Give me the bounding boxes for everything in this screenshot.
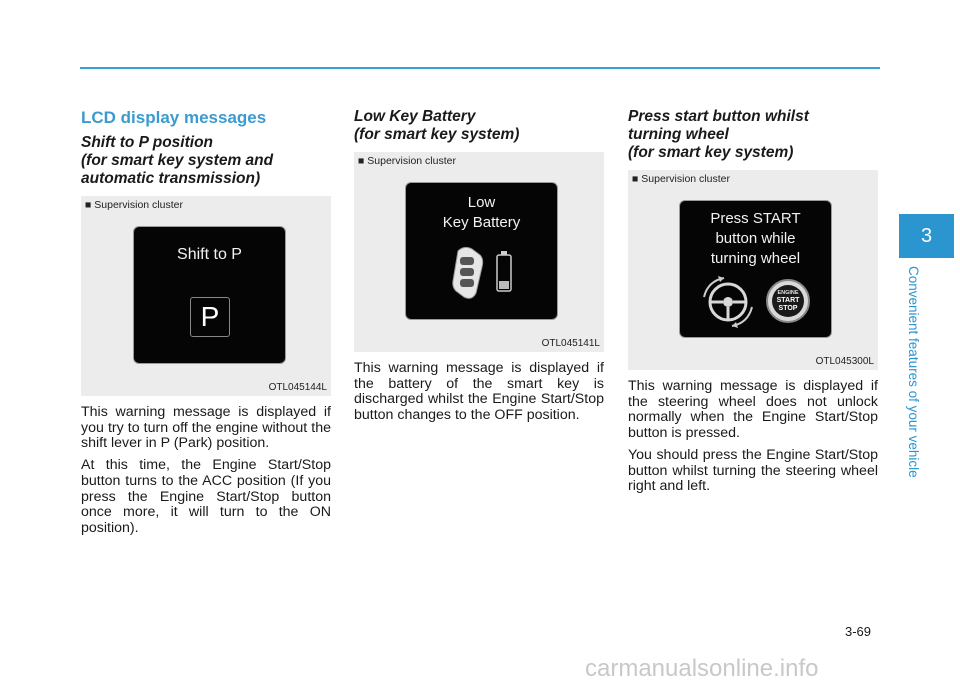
subtitle-line: turning wheel <box>628 126 729 143</box>
subtitle <box>628 108 878 162</box>
button-label: STOP <box>778 305 798 312</box>
gear-p-indicator: P <box>190 297 230 337</box>
subtitle-line: Low Key Battery <box>354 108 476 125</box>
chapter-title-text: Convenient features of your vehicle <box>906 266 921 478</box>
paragraph: At this time, the Engine Start/Stop button turns to the ACC position (If you press the Engine Start/Stop button once more, it will turn to the ON position). <box>81 457 331 536</box>
screen-message: Shift to P <box>177 246 242 263</box>
figure-caption: ■ Supervision cluster <box>85 199 183 211</box>
steering-wheel-icon <box>698 275 758 329</box>
column-shift-to-p <box>81 108 331 537</box>
column-press-start <box>628 108 878 495</box>
subtitle <box>81 134 331 188</box>
chapter-title-vertical <box>904 266 924 496</box>
figure-caption: ■ Supervision cluster <box>358 155 456 167</box>
cluster-screen <box>679 200 832 338</box>
figure-shift-to-p <box>81 196 331 396</box>
screen-message-line: Low <box>467 194 496 211</box>
figure-low-key-battery <box>354 152 604 352</box>
subtitle-line: (for smart key system) <box>628 144 794 161</box>
cluster-screen <box>405 182 558 320</box>
button-label: START <box>776 297 800 304</box>
subtitle-line: (for smart key system and <box>81 152 274 169</box>
screen-message-line: turning wheel <box>710 250 801 267</box>
figure-caption: ■ Supervision cluster <box>632 173 730 185</box>
screen-message-line: Key Battery <box>442 214 521 231</box>
top-rule <box>80 67 880 69</box>
section-title: LCD display messages <box>81 108 267 127</box>
subtitle <box>354 108 604 144</box>
paragraph: This warning message is displayed if you try to turn off the engine without the shift lever in P (Park) position. <box>81 404 331 452</box>
column-low-key-battery <box>354 108 604 424</box>
subtitle-line: Press start button whilst <box>628 108 809 125</box>
smart-key-battery-icon <box>450 245 520 303</box>
engine-start-stop-button-icon <box>766 279 810 323</box>
paragraph: This warning message is displayed if the battery of the smart key is discharged whilst the Engine Start/Stop button changes to the OFF position. <box>354 360 604 424</box>
cluster-screen <box>133 226 286 364</box>
screen-message-line: Press START <box>710 210 801 227</box>
paragraph: This warning message is displayed if the steering wheel does not unlock normally when the Engine Start/Stop button is pressed. <box>628 378 878 442</box>
subtitle-line: Shift to P position <box>81 134 214 151</box>
watermark: carmanualsonline.info <box>585 655 819 682</box>
paragraph: You should press the Engine Start/Stop button whilst turning the steering wheel right and left. <box>628 446 878 495</box>
screen-message-line: button while <box>715 230 796 247</box>
chapter-number-tab: 3 <box>899 214 954 258</box>
figure-code: OTL045300L <box>815 356 874 367</box>
button-label: ENGINE <box>777 290 799 296</box>
subtitle-line: automatic transmission) <box>81 170 261 187</box>
subtitle-line: (for smart key system) <box>354 126 520 143</box>
page-number: 3-69 <box>845 624 872 639</box>
figure-code: OTL045141L <box>541 338 600 349</box>
figure-code: OTL045144L <box>268 382 327 393</box>
figure-press-start <box>628 170 878 370</box>
